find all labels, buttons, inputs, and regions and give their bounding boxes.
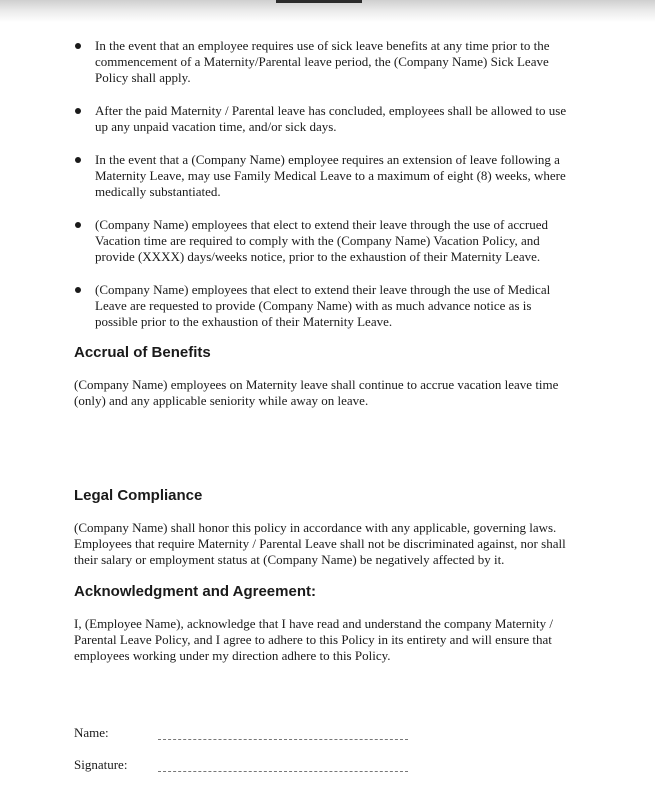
bullet-dot-icon	[75, 287, 81, 293]
name-field[interactable]	[158, 739, 408, 740]
page-top-shadow	[0, 0, 655, 22]
legal-heading: Legal Compliance	[74, 487, 203, 504]
top-scroll-tab	[276, 0, 362, 3]
bullet-item	[74, 38, 574, 86]
bullet-dot-icon	[75, 157, 81, 163]
bullet-text: In the event that a (Company Name) employee requires an extension of leave following a Maternity Leave, may use Family Medical Leave to a maximum of eight (8) weeks, where medically substantiated.	[95, 152, 566, 199]
bullet-list	[74, 38, 574, 330]
signature-field[interactable]	[158, 771, 408, 772]
bullet-item	[74, 282, 574, 330]
bullet-dot-icon	[75, 43, 81, 49]
name-label: Name:	[74, 725, 109, 740]
bullet-text: (Company Name) employees that elect to extend their leave through the use of Medical Leave are requested to provide (Company Name) with as much advance notice as is possible prior to the exhaustion of their Maternity Leave.	[95, 282, 551, 329]
accrual-text: (Company Name) employees on Maternity leave shall continue to accrue vacation leave time (only) and any applicable seniority while away on leave.	[74, 377, 559, 408]
bullet-item	[74, 217, 574, 265]
bullet-dot-icon	[75, 108, 81, 114]
legal-text: (Company Name) shall honor this policy in accordance with any applicable, governing laws. Employees that require Maternity / Parental Leave shall not be discriminated against, nor shall their salary or employment status at (Company Name) be negatively affected by it.	[74, 520, 566, 567]
document-page	[74, 38, 574, 664]
accrual-heading: Accrual of Benefits	[74, 344, 211, 361]
bullet-item	[74, 152, 574, 200]
bullet-text: In the event that an employee requires use of sick leave benefits at any time prior to the commencement of a Maternity/Parental leave period, the (Company Name) Sick Leave Policy shall apply.	[95, 38, 550, 85]
bullet-text: (Company Name) employees that elect to extend their leave through the use of accrued Vacation time are required to comply with the (Company Name) Vacation Policy, and provide (XXXX) days/weeks notice, prior to the exhaustion of their Maternity Leave.	[95, 217, 549, 264]
bullet-item	[74, 103, 574, 135]
bullet-dot-icon	[75, 222, 81, 228]
acknowledgment-heading: Acknowledgment and Agreement:	[74, 583, 316, 600]
signature-label: Signature:	[74, 757, 128, 772]
acknowledgment-text: I, (Employee Name), acknowledge that I have read and understand the company Maternity / Parental Leave Policy, and I agree to adhere to this Policy in its entirety and will ensure that employees working under my direction adhere to this Policy.	[74, 616, 554, 663]
bullet-text: After the paid Maternity / Parental leave has concluded, employees shall be allowed to use up any unpaid vacation time, and/or sick days.	[95, 103, 567, 134]
